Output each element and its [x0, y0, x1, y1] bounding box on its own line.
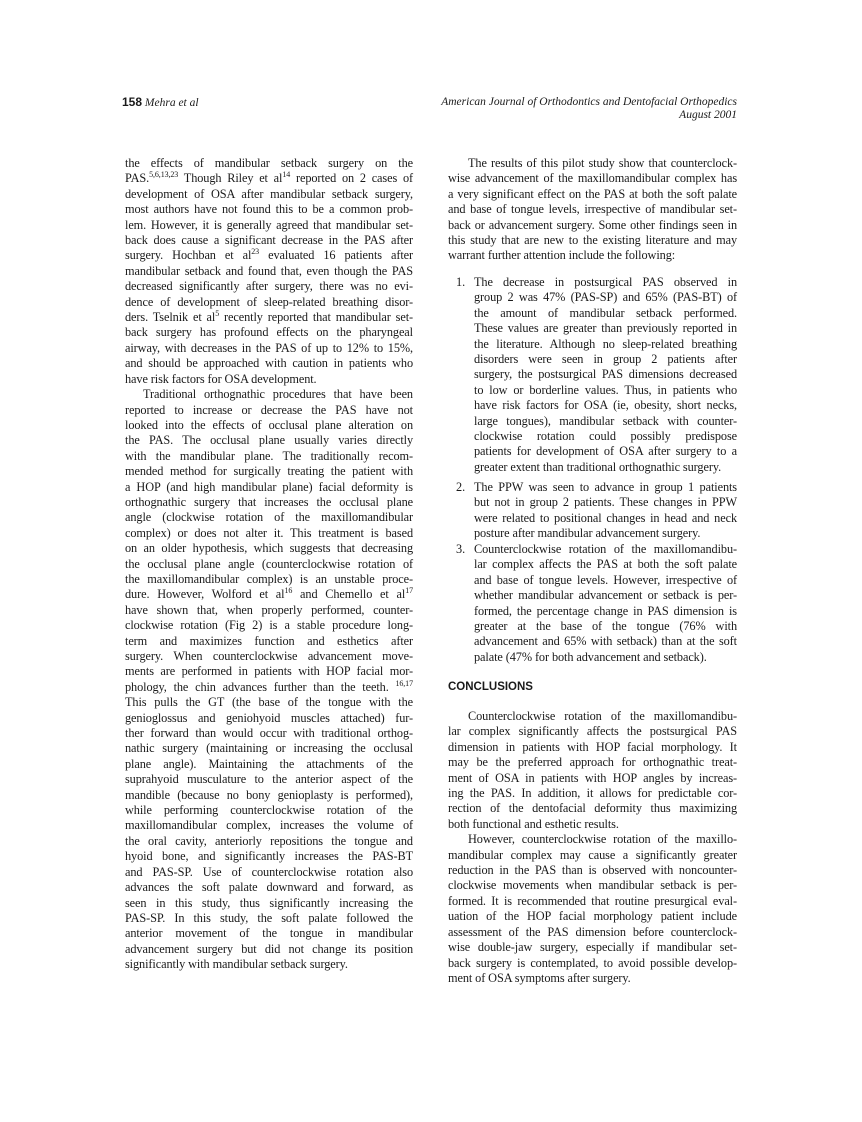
text-line: both functional and esthetic results. [448, 816, 619, 831]
text-line: a HOP (and high mandibular plane) facial deformity is [125, 479, 413, 494]
text-line: mandibular complex may cause a significantly greater [448, 847, 737, 862]
text-line: but not in group 2 patients. These changes in PPW [474, 495, 737, 510]
text-line: dimension in patients with HOP facial morphology. It [448, 739, 737, 754]
left-column [125, 156, 413, 973]
text-line: These values are greater than previously reported in [474, 321, 737, 336]
text-line: The decrease in postsurgical PAS observed in [474, 275, 737, 289]
text-line: and base of tongue levels. However, irrespective of [474, 572, 737, 587]
text-line: hyoid bone, and significantly increases the PAS-BT [125, 849, 413, 864]
text-line: Traditional orthognathic procedures that have been [143, 387, 413, 402]
list-item-text [474, 480, 737, 542]
text-line [125, 680, 413, 695]
text-line: wise double-jaw surgery, especially if mandibular set- [448, 940, 737, 955]
running-head-left [122, 96, 199, 110]
text-line: whether mandibular advancement or setback is per- [474, 588, 737, 603]
text-line: clockwise rotation could possibly predispose [474, 429, 737, 444]
text-line: clockwise rotation (Fig 2) is a stable procedure long- [125, 618, 413, 633]
text-line: have risk factors for OSA development. [125, 371, 317, 386]
text-line: This pulls the GT (the base of the tongue with the [125, 695, 413, 710]
text-line: disorders were seen in group 2 patients after [474, 352, 737, 367]
text-line: However, counterclockwise rotation of the maxillo- [468, 832, 737, 847]
text-line: wise advancement of the maxillomandibular complex has [448, 171, 737, 186]
text-line: palate (47% for both advancement and setback). [474, 649, 707, 664]
text-line: the effects of mandibular setback surgery on the [125, 156, 413, 170]
text-line: dence of development of sleep-related breathing disor- [125, 294, 413, 309]
citation-superscript: 16 [284, 586, 293, 596]
text-line: ment of OSA in patients with HOP angles by increas- [448, 770, 737, 785]
text-line: have shown that, when properly performed, counter- [125, 602, 413, 617]
text-line: plane angle). Maintaining the attachments of the [125, 756, 413, 771]
text-line: the occlusal plane angle (counterclockwise rotation of [125, 556, 413, 571]
text-line [125, 587, 413, 602]
list-item-text [474, 275, 737, 475]
text-segment: surgery. Hochban et al [125, 248, 252, 263]
text-line: and base of tongue levels, irrespective of mandibular set- [448, 202, 737, 217]
text-line: patients for development of OSA after surgery to a [474, 444, 737, 459]
text-segment: Though Riley et al [178, 171, 283, 186]
text-line: reduction in the PAS than is observed with noncounter- [448, 863, 737, 878]
text-line: PAS-SP. In this study, the soft palate followed the [125, 910, 413, 925]
issue-date: August 2001 [679, 109, 737, 121]
conclusions-body [448, 709, 737, 986]
text-line: uation of the HOP facial morphology patient include [448, 909, 737, 924]
citation-superscript: 5,6,13,23 [149, 170, 179, 180]
text-line: back or advancement surgery. Some other findings seen in [448, 217, 737, 232]
list-number: 1. [456, 275, 466, 289]
text-line: ther forward than would occur with traditional orthog- [125, 726, 413, 741]
text-line [125, 171, 413, 186]
text-segment: evaluated 16 patients after [259, 248, 413, 263]
right-column-intro [448, 156, 737, 264]
paragraph [448, 832, 737, 986]
text-line: back does cause a significant decrease in the PAS after [125, 233, 413, 248]
text-line: back surgery has profound effects on the pharyngeal [125, 325, 413, 340]
text-line: angle (clockwise rotation of the maxillomandibular [125, 510, 413, 525]
text-line [125, 310, 413, 325]
text-line: and should be approached with caution in patients who [125, 356, 413, 371]
text-line: genioglossus and geniohyoid muscles attached) fur- [125, 710, 413, 725]
text-line: airway, with decreases in the PAS of up to 12% to 15%, [125, 340, 413, 355]
citation-superscript: 23 [251, 247, 260, 257]
text-line [125, 248, 413, 263]
text-line: ments are performed in patients with HOP facial mor- [125, 664, 413, 679]
text-line: group 2 was 47% (PAS-SP) and 65% (PAS-BT) of [474, 290, 737, 305]
text-line: lar complex affects the PAS at both the soft palate [474, 557, 737, 572]
text-line: reported to increase or decrease the PAS have not [125, 402, 413, 417]
list-number: 2. [456, 480, 466, 494]
text-line: the literature. Although no sleep-related breathing [474, 336, 737, 351]
text-segment: dure. However, Wolford et al [125, 587, 285, 602]
page-number: 158 [122, 95, 143, 109]
text-segment: PAS. [125, 171, 150, 186]
text-line: nathic surgery (maintaining or increasing the occlusal [125, 741, 413, 756]
text-line: the PAS. The occlusal plane usually varies directly [125, 433, 413, 448]
text-line: seen in this study, thus significantly increasing the [125, 895, 413, 910]
text-line: posture after mandibular advancement surgery. [474, 526, 701, 541]
list-item [456, 542, 737, 665]
text-line: mended method for surgically treating the patient with [125, 464, 413, 479]
citation-superscript: 17 [405, 586, 413, 596]
citation-superscript: 16,17 [395, 678, 413, 688]
paragraph [448, 709, 737, 832]
text-line: ment of OSA symptoms after surgery. [448, 970, 631, 985]
text-segment: reported on 2 cases of [290, 171, 413, 186]
text-line: lem. However, it is generally agreed that mandibular set- [125, 217, 413, 232]
text-line: mandible (because no bony genioplasty is performed), [125, 787, 413, 802]
text-line: development of OSA after mandibular setback surgery, [125, 186, 413, 201]
text-line: complex) or does not alter it. This treatment is based [125, 525, 413, 540]
text-line: this study that are new to the existing literature and may [448, 233, 737, 248]
text-line: a very significant effect on the PAS at both the soft palate [448, 186, 737, 201]
text-line: orthognathic surgery that increases the occlusal plane [125, 494, 413, 509]
text-line: lar complex significantly affects the postsurgical PAS [448, 724, 737, 739]
paragraph [125, 156, 413, 387]
text-line: term and maximizes function and esthetics after [125, 633, 413, 648]
text-line: Counterclockwise rotation of the maxillomandibu- [474, 542, 737, 556]
text-line: anterior movement of the tongue in mandibular [125, 926, 413, 941]
text-line: clockwise movements when mandibular setback is per- [448, 878, 737, 893]
text-line: the maxillomandibular complex) is an unstable proce- [125, 571, 413, 586]
text-line: looked into the effects of occlusal plane alteration on [125, 417, 413, 432]
authors: Mehra et al [144, 97, 199, 109]
text-line: the amount of mandibular setback performed. [474, 305, 737, 320]
text-segment: and Chemello et al [292, 587, 406, 602]
text-line: greater at the base of the tongue (76% with [474, 619, 737, 634]
text-line: with the mandibular plane. The traditionally recom- [125, 448, 413, 463]
text-line: advances the soft palate downward and forward, as [125, 880, 413, 895]
text-line: advancement surgery but did not change its position [125, 941, 413, 956]
citation-superscript: 5 [215, 309, 220, 319]
text-line: significantly with mandibular setback surgery. [125, 957, 348, 972]
text-line: back surgery is contemplated, to avoid possible develop- [448, 955, 737, 970]
text-line: decreased significantly after surgery, there was no evi- [125, 279, 413, 294]
text-line: formed, the percentage change in PAS dimension is [474, 603, 737, 618]
text-line: surgery, the postsurgical PAS dimensions decreased [474, 367, 737, 382]
text-line: Counterclockwise rotation of the maxillomandibu- [468, 709, 737, 723]
journal-title: American Journal of Orthodontics and Dentofacial Orthopedics [441, 96, 737, 108]
text-line: large tongues), mandibular setback with counter- [474, 413, 737, 428]
text-line: on an older hypothesis, which suggests that decreasing [125, 541, 413, 556]
citation-superscript: 14 [282, 170, 291, 180]
text-line: most authors have not found this to be a common prob- [125, 202, 413, 217]
running-head-right [441, 96, 737, 122]
text-line: formed. It is recommended that routine presurgical eval- [448, 893, 737, 908]
text-line: suprahyoid musculature to the anterior aspect of the [125, 772, 413, 787]
text-line: were related to positional changes in head and neck [474, 510, 737, 525]
paragraph [448, 156, 737, 264]
text-line: advancement and 65% with setback) than at the soft [474, 634, 737, 649]
text-line: warrant further attention include the following: [448, 248, 676, 263]
text-line: assessment of the PAS dimension before counterclock- [448, 924, 737, 939]
list-number: 3. [456, 542, 466, 556]
text-line: have risk factors for OSA (ie, obesity, short necks, [474, 398, 737, 413]
list-item [456, 480, 737, 542]
text-line: surgery. When counterclockwise advancement move- [125, 649, 413, 663]
text-segment: recently reported that mandibular set- [219, 310, 414, 325]
text-line: and PAS-SP. Use of counterclockwise rotation also [125, 864, 413, 879]
paragraph [125, 387, 413, 972]
text-segment: phology, the chin advances further than the teeth. [125, 679, 396, 694]
text-line: maxillomandibular complex, increases the volume of [125, 818, 413, 833]
text-line: rection of the dentofacial deformity thus maximizing [448, 801, 737, 816]
section-heading-conclusions: CONCLUSIONS [448, 681, 533, 693]
list-item [456, 275, 737, 475]
text-segment: ders. Tselnik et al [125, 310, 216, 325]
text-line: while performing counterclockwise rotation of the [125, 803, 413, 818]
text-line: may be the preferred approach for orthognathic treat- [448, 755, 737, 770]
text-line: to low or borderline values. Thus, in patients who [474, 382, 737, 397]
list-item-text [474, 542, 737, 665]
text-line: the oral cavity, anteriorly repositions the tongue and [125, 833, 413, 848]
text-line: greater extent than traditional orthognathic surgery. [474, 459, 722, 474]
text-line: ing the PAS. In addition, it allows for predictable cor- [448, 786, 737, 801]
text-line: The PPW was seen to advance in group 1 patients [474, 480, 737, 494]
text-line: The results of this pilot study show that counterclock- [468, 156, 737, 170]
text-line: mandibular setback and found that, even though the PAS [125, 263, 413, 278]
